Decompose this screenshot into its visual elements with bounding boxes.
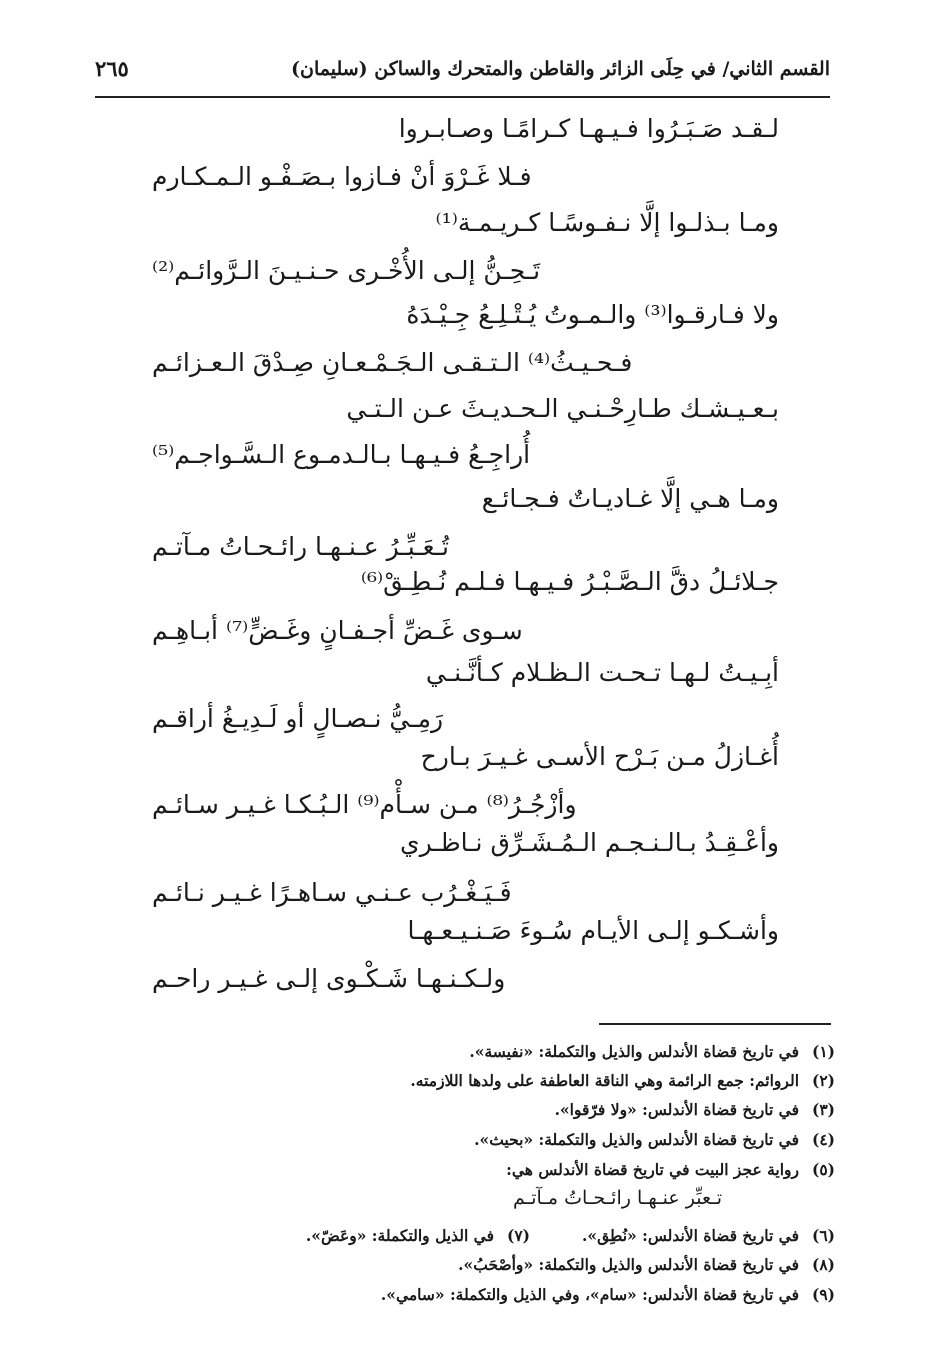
verse-line: وأشـكـو إلـى الأيـام سُـوءَ صَـنـيـعـهـا — [407, 916, 779, 945]
verse-line: ومـا بـذلـوا إلَّا نـفـوسًـا كـريـمـة⁽¹⁾ — [435, 208, 779, 237]
verse-line: ومـا هـي إلَّا غـاديـاتٌ فـجـائـع — [481, 484, 779, 513]
footnote-text: في تاريخ قضاة الأندلس والذيل والتكملة: «بحيث». — [474, 1130, 799, 1149]
verse-line: فـلا غَـرْوَ أنْ فـازوا بـصَـفْـو الـمـكـارم — [152, 162, 532, 191]
page-header — [95, 50, 830, 90]
verse-line: لـقـد صَـبَـرُوا فـيـهـا كـرامًـا وصـابـروا — [398, 114, 779, 143]
verse-line: تَـحِـنُّ إلـى الأُخْـرى حـنـيـنَ الـرَّوائـم⁽²⁾ — [152, 256, 541, 285]
footnote-number: (٣) — [811, 1100, 835, 1119]
page-number: ٢٦٥ — [95, 56, 129, 81]
footnote-number: (٩) — [811, 1285, 835, 1304]
footnote-text: في تاريخ قضاة الأندلس: «نُطِق». — [582, 1226, 799, 1245]
footnote-text: في تاريخ قضاة الأندلس: «ولا فرّقوا». — [554, 1100, 799, 1119]
footnote — [306, 1225, 835, 1247]
verse-line: جـلائـلُ دقَّ الـصَّـبْـرُ فـيـهـا فـلـم نُـطِـقْ⁽⁶⁾ — [360, 567, 779, 596]
running-title: القسم الثاني/ في حِلَى الزائر والقاطن والمتحرك والساكن (سليمان) — [291, 58, 830, 80]
footnote-text: تـعبِّر عنـهـا رائـحـاتُ مـآتـم — [513, 1187, 722, 1209]
footnote-text: في تاريخ قضاة الأندلس: «سام»، وفي الذيل والتكملة: «سامي». — [380, 1285, 799, 1304]
footnote — [506, 1159, 835, 1181]
verse-line: وأعْـقِـدُ بـالـنـجـم الـمُـشَـرِّق نـاظـري — [400, 828, 779, 857]
verse-line: أبِـيـتُ لـهـا تـحـت الـظـلام كـأنَّـنـي — [425, 658, 779, 687]
verse-line: فـحـيـثُ⁽⁴⁾ الـتـقـى الـجَـمْـعـانِ صِـدْقَ الـعـزائـم — [152, 348, 633, 377]
verse-line: ولـكـنـهـا شَـكْـوى إلـى غـيـر راحـم — [152, 964, 506, 993]
verse-line: أُراجِـعُ فـيـهـا بـالـدمـوع الـسَّـواجـم⁽⁵⁾ — [152, 440, 531, 469]
footnote-text: في تاريخ قضاة الأندلس والذيل والتكملة: «نفيسة». — [469, 1042, 799, 1061]
footnote — [555, 1099, 835, 1121]
footnote-text: رواية عجز البيت في تاريخ قضاة الأندلس هي: — [506, 1160, 799, 1179]
footnote — [513, 1187, 722, 1209]
footnote — [458, 1254, 835, 1276]
verse-line: ولا فـارقـوا⁽³⁾ والـمـوتُ يُـتْـلِـعُ جِـيْـدَهُ — [406, 300, 779, 329]
verse-line: رَمِـيُّ نـصـالٍ أو لَـدِيـغُ أراقـم — [152, 704, 444, 733]
verse-line: فَـيَـغْـرُب عـنـي سـاهـرًا غـيـر نـائـم — [152, 878, 512, 907]
footnote — [469, 1041, 835, 1063]
footnote — [410, 1070, 835, 1092]
footnote-number: (٦) — [811, 1226, 835, 1245]
verse-line: وأزْجُـرُ⁽⁸⁾ مـن سـأْم⁽⁹⁾ الـبُـكـا غـيـر سـائـم — [152, 790, 577, 819]
footnote-text: في تاريخ قضاة الأندلس والذيل والتكملة: «وأصْحَبُ». — [458, 1255, 799, 1274]
footnote-number: (٧) — [507, 1226, 531, 1245]
footnote-rule — [599, 1023, 831, 1025]
footnote-number: (١) — [811, 1042, 835, 1061]
footnote-number: (٢) — [811, 1071, 835, 1090]
footnote — [474, 1129, 835, 1151]
footnote-number: (٥) — [811, 1160, 835, 1179]
footnote-number: (٤) — [811, 1130, 835, 1149]
verse-line: أُغـازلُ مـن بَـرْح الأسـى غـيـرَ بـارح — [420, 742, 779, 771]
verse-line: بـعـيـشـك طـارِحْـنـي الـحـديـثَ عـن الـتـي — [346, 394, 779, 423]
header-rule — [95, 96, 830, 98]
footnote-text: في الذيل والتكملة: «وعَضّ». — [305, 1226, 495, 1245]
footnote-number: (٨) — [811, 1255, 835, 1274]
footnote — [381, 1284, 835, 1306]
verse-line: تُـعَـبِّـرُ عـنـهـا رائـحـاتُ مـآتـم — [152, 532, 449, 561]
verse-line: سـوى غَـضِّ أجـفـانٍ وغَـضٍّ⁽⁷⁾ أبـاهِـم — [152, 616, 523, 645]
footnote-text: الروائم: جمع الرائمة وهي الناقة العاطفة على ولدها اللازمته. — [410, 1071, 799, 1090]
